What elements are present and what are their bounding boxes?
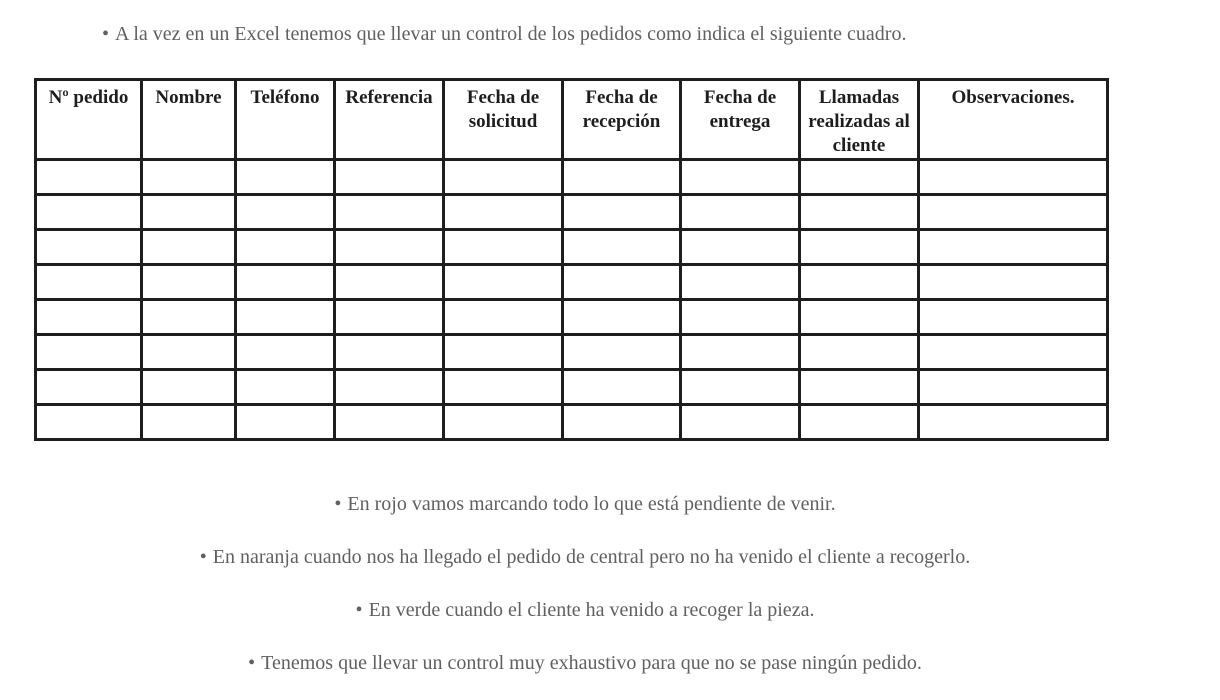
table-cell [142, 370, 236, 405]
table-cell [36, 230, 142, 265]
table-cell [142, 195, 236, 230]
table-row [36, 195, 1108, 230]
table-cell [563, 195, 681, 230]
orders-table [34, 78, 1109, 441]
table-cell [800, 160, 919, 195]
bullet-icon: • [334, 493, 342, 515]
table-header-row [36, 80, 1108, 160]
table-cell [444, 405, 563, 440]
bullet-icon: • [355, 599, 363, 621]
table-body [36, 160, 1108, 440]
header-cell-delivery-date: Fecha de entrega [681, 80, 800, 160]
table-cell [919, 230, 1108, 265]
table-cell [36, 335, 142, 370]
table-cell [236, 265, 335, 300]
table-cell [142, 230, 236, 265]
table-cell [681, 335, 800, 370]
table-cell [919, 195, 1108, 230]
table-cell [335, 370, 444, 405]
table-cell [681, 195, 800, 230]
table-cell [36, 300, 142, 335]
table-cell [919, 405, 1108, 440]
table-cell [681, 230, 800, 265]
table-cell [444, 195, 563, 230]
table-cell [236, 335, 335, 370]
notes-list [0, 488, 1170, 700]
note-text: Tenemos que llevar un control muy exhaustivo para que no se pase ningún pedido. [261, 652, 922, 674]
table-cell [335, 405, 444, 440]
table-cell [335, 160, 444, 195]
intro-text: A la vez en un Excel tenemos que llevar un control de los pedidos como indica el siguiente cuadro. [115, 23, 907, 45]
table-cell [444, 160, 563, 195]
table-row [36, 160, 1108, 195]
table-cell [335, 335, 444, 370]
intro-paragraph [102, 20, 906, 48]
table-cell [681, 405, 800, 440]
table-cell [335, 300, 444, 335]
header-cell-request-date: Fecha de solicitud [444, 80, 563, 160]
bullet-icon: • [248, 652, 256, 674]
header-cell-name: Nombre [142, 80, 236, 160]
table-cell [36, 195, 142, 230]
note-green [0, 594, 1170, 647]
table-cell [335, 265, 444, 300]
header-cell-reception-date: Fecha de recepción [563, 80, 681, 160]
table-cell [681, 370, 800, 405]
table-cell [36, 160, 142, 195]
table-cell [335, 195, 444, 230]
table-cell [444, 335, 563, 370]
table-cell [142, 160, 236, 195]
header-cell-observations: Observaciones. [919, 80, 1108, 160]
table-cell [563, 300, 681, 335]
table-cell [236, 160, 335, 195]
note-control [0, 647, 1170, 700]
table-cell [919, 370, 1108, 405]
table-cell [681, 300, 800, 335]
table-cell [36, 370, 142, 405]
note-red [0, 488, 1170, 541]
table-cell [681, 160, 800, 195]
table-cell [36, 265, 142, 300]
table-cell [236, 300, 335, 335]
table-cell [142, 265, 236, 300]
bullet-icon: • [102, 23, 110, 45]
bullet-icon: • [199, 546, 207, 568]
table-cell [236, 195, 335, 230]
table-row [36, 335, 1108, 370]
note-text: En naranja cuando nos ha llegado el pedido de central pero no ha venido el cliente a recogerlo. [212, 546, 971, 568]
table-cell [800, 230, 919, 265]
table-row [36, 265, 1108, 300]
table-cell [335, 230, 444, 265]
table-cell [563, 370, 681, 405]
table-cell [236, 370, 335, 405]
table-cell [919, 335, 1108, 370]
table-cell [563, 230, 681, 265]
table-cell [444, 370, 563, 405]
table-cell [36, 405, 142, 440]
header-cell-reference: Referencia [335, 80, 444, 160]
header-cell-order-number: Nº pedido [36, 80, 142, 160]
table-cell [800, 335, 919, 370]
table-cell [563, 160, 681, 195]
table-cell [800, 265, 919, 300]
table-cell [444, 230, 563, 265]
table-cell [800, 405, 919, 440]
table-cell [563, 405, 681, 440]
table-cell [563, 265, 681, 300]
note-text: En rojo vamos marcando todo lo que está pendiente de venir. [347, 493, 836, 515]
table-cell [236, 230, 335, 265]
table-cell [236, 405, 335, 440]
note-text: En verde cuando el cliente ha venido a recoger la pieza. [368, 599, 815, 621]
table-cell [444, 300, 563, 335]
table-cell [142, 335, 236, 370]
table-cell [444, 265, 563, 300]
table-cell [563, 335, 681, 370]
table-cell [919, 160, 1108, 195]
table-cell [800, 300, 919, 335]
note-orange [0, 541, 1170, 594]
table-cell [919, 300, 1108, 335]
header-cell-phone: Teléfono [236, 80, 335, 160]
table-row [36, 230, 1108, 265]
table-row [36, 370, 1108, 405]
table-cell [800, 370, 919, 405]
table-cell [681, 265, 800, 300]
table-cell [142, 300, 236, 335]
table-cell [800, 195, 919, 230]
table-cell [142, 405, 236, 440]
table-row [36, 405, 1108, 440]
header-cell-calls: Llamadas realizadas al cliente [800, 80, 919, 160]
table-row [36, 300, 1108, 335]
table-cell [919, 265, 1108, 300]
